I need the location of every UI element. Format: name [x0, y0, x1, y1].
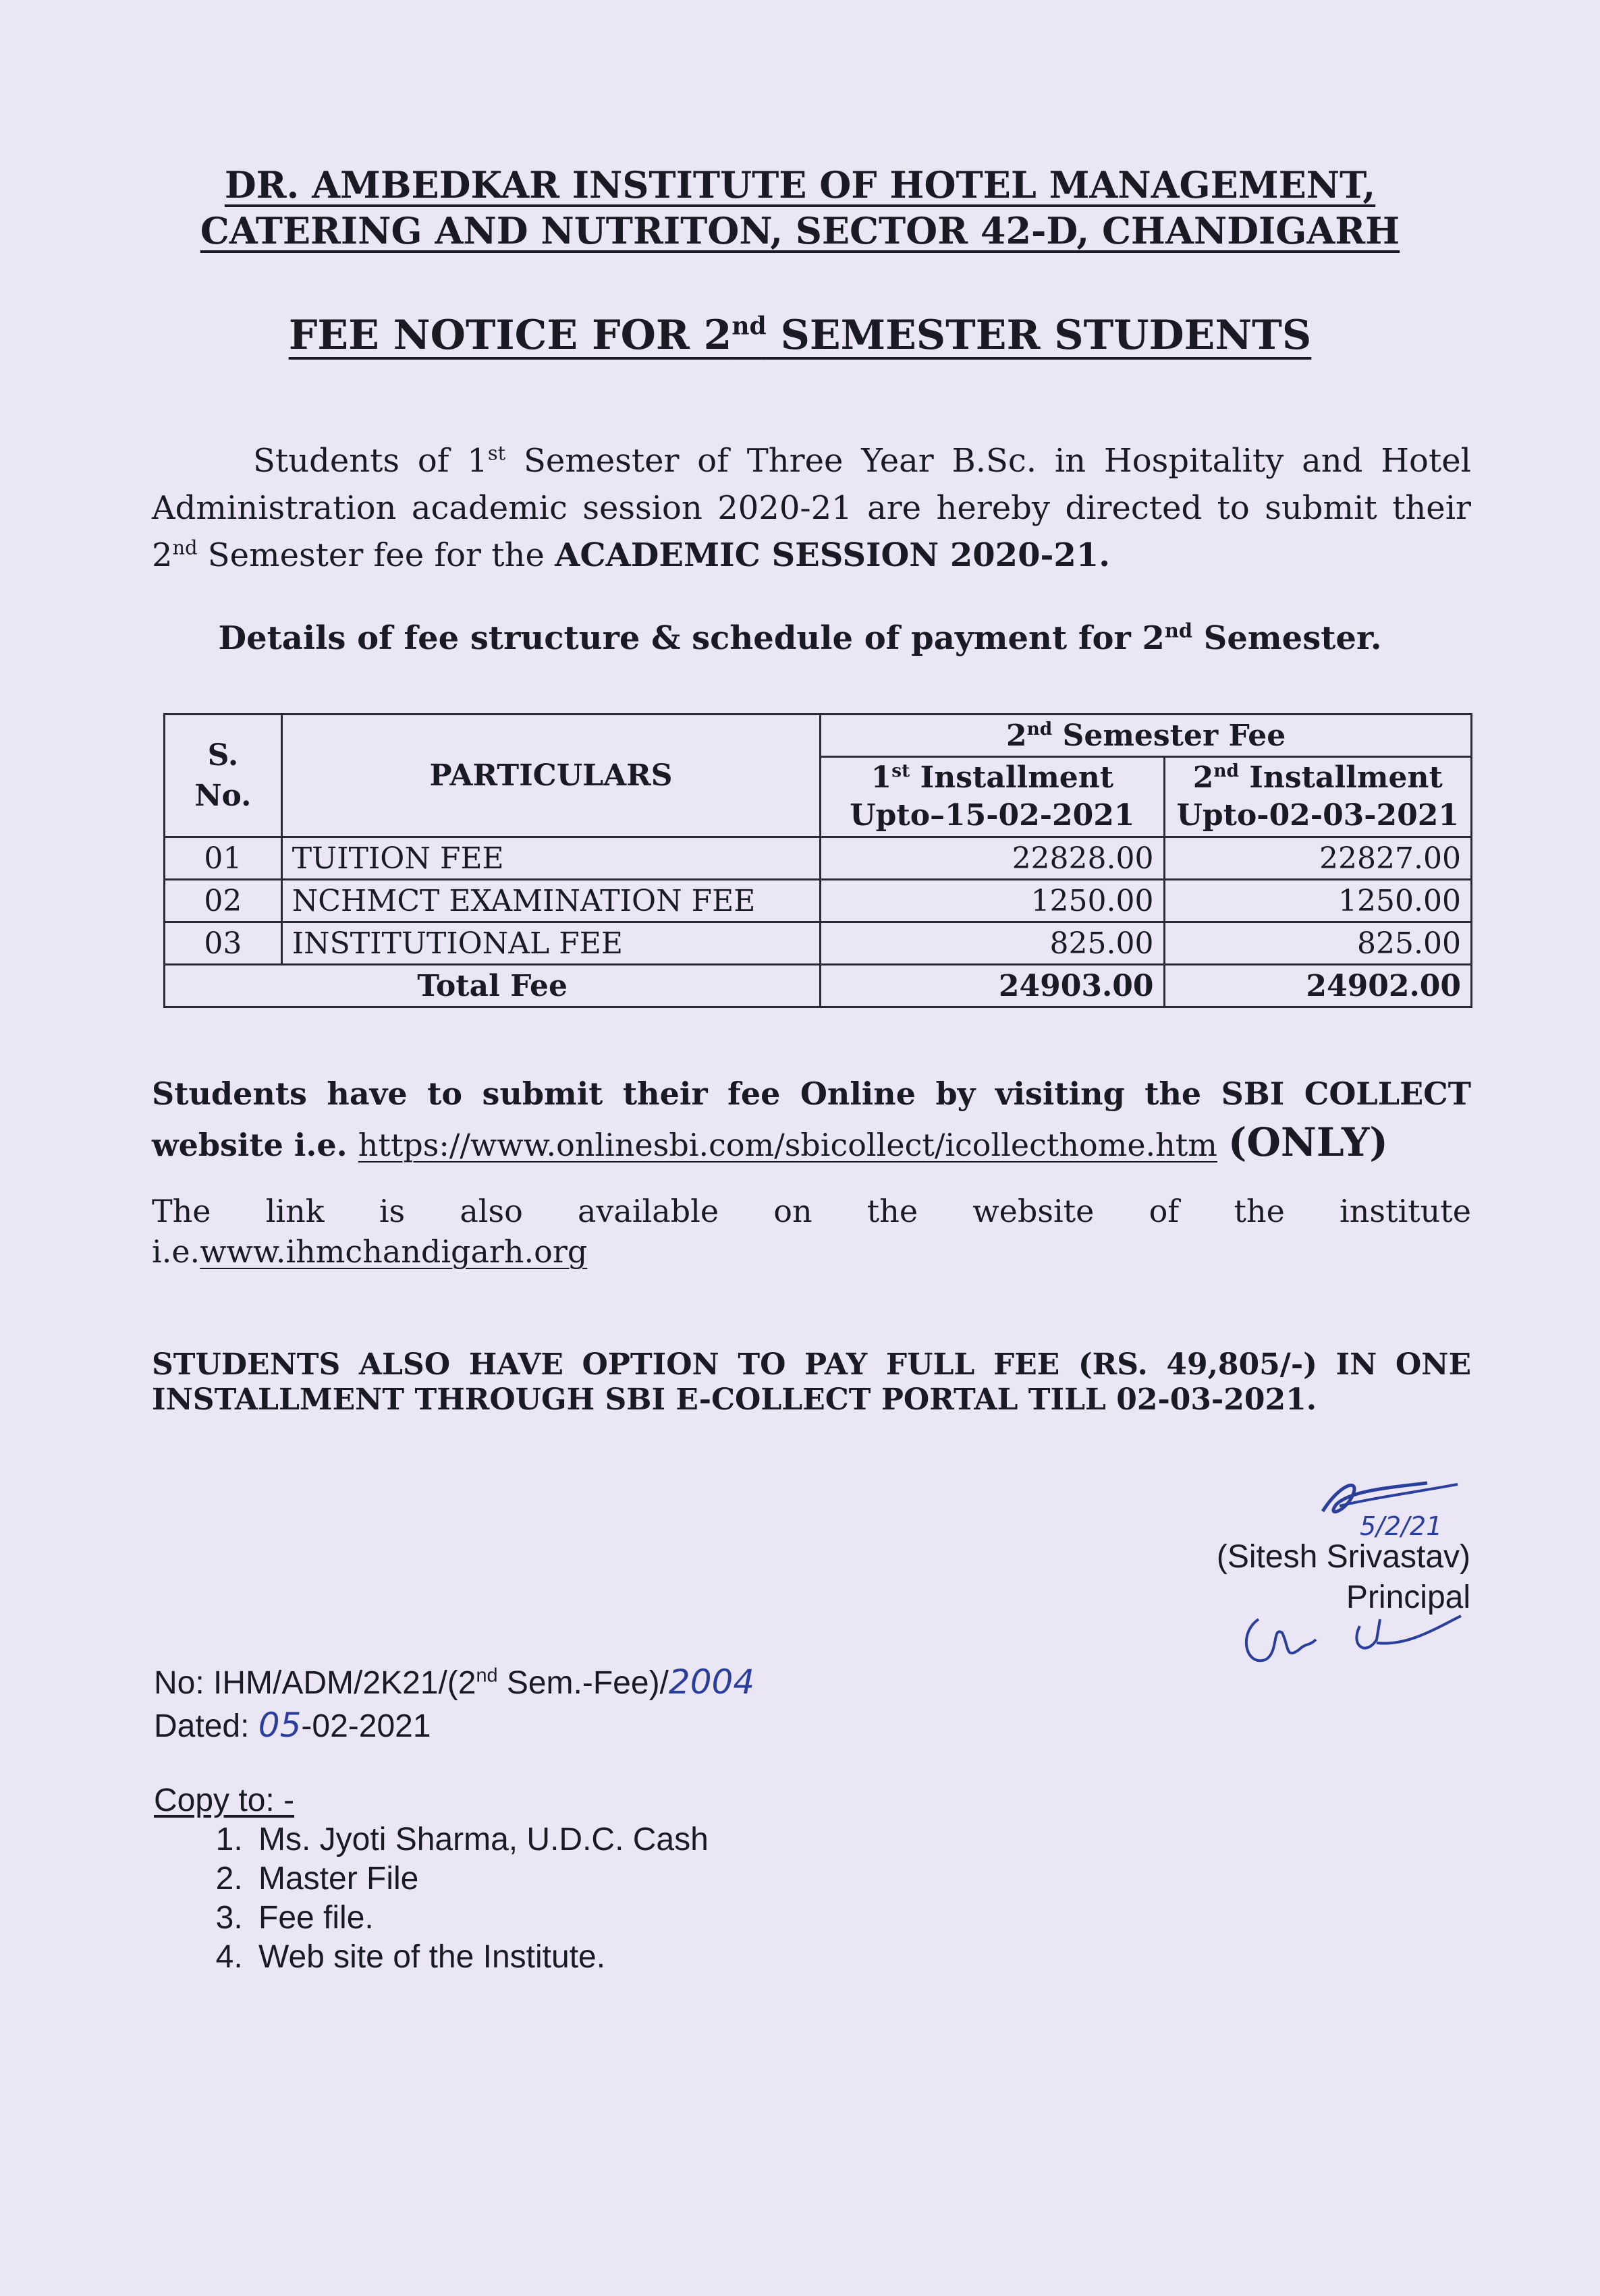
handwritten-day: 05: [258, 1706, 302, 1745]
particular-cell: TUITION FEE: [281, 837, 821, 880]
institute-line-1: DR. AMBEDKAR INSTITUTE OF HOTEL MANAGEMENT,: [224, 163, 1376, 206]
also-line: The link is also available on the website of the institute: [152, 1193, 1471, 1229]
reference-number: No: IHM/ADM/2K21/(2nd Sem.-Fee)/2004: [154, 1662, 755, 1702]
installment-2-cell: 1250.00: [1164, 880, 1471, 922]
signatory-name: (Sitesh Srivastav): [1216, 1539, 1470, 1575]
particulars-header: PARTICULARS: [281, 715, 821, 837]
sbi-collect-link[interactable]: https://www.onlinesbi.com/sbicollect/icollecthome.htm: [358, 1127, 1217, 1163]
signatory-designation: Principal: [1346, 1579, 1470, 1615]
installment-2-header: 2nd Installment Upto-02-03-2021: [1164, 757, 1471, 837]
list-item: 2. Master File: [252, 1859, 709, 1899]
initials-scribble: [1232, 1606, 1474, 1687]
table-row: [165, 922, 1472, 965]
particular-cell: NCHMCT EXAMINATION FEE: [281, 880, 821, 922]
installment-1-cell: 22828.00: [821, 837, 1164, 880]
online-payment-instruction: Students have to submit their fee Online by visiting the SBI COLLECT website i.e. https://www.onlinesbi.com/sbicollect/icollecthome.htm (ONLY): [152, 1075, 1471, 1165]
sno-cell: 03: [165, 922, 282, 965]
particular-cell: INSTITUTIONAL FEE: [281, 922, 821, 965]
installment-2-cell: 825.00: [1164, 922, 1471, 965]
total-installment-2: 24902.00: [1164, 965, 1471, 1007]
notice-title: FEE NOTICE FOR 2nd SEMESTER STUDENTS: [288, 312, 1312, 359]
list-item: 4. Web site of the Institute.: [252, 1938, 709, 1977]
signature-date: 5/2/21: [1360, 1511, 1443, 1538]
copy-to-heading: Copy to: -: [154, 1783, 295, 1818]
list-item: 1. Ms. Jyoti Sharma, U.D.C. Cash: [252, 1820, 709, 1859]
total-installment-1: 24903.00: [821, 965, 1164, 1007]
handwritten-number: 2004: [668, 1662, 755, 1702]
copy-to-block: [154, 1781, 709, 1977]
total-label: Total Fee: [165, 965, 821, 1007]
copy-to-list: [154, 1820, 709, 1977]
list-item: 3. Fee file.: [252, 1899, 709, 1938]
sno-cell: 01: [165, 837, 282, 880]
installment-1-cell: 825.00: [821, 922, 1164, 965]
institute-line-2: CATERING AND NUTRITON, SECTOR 42-D, CHANDIGARH: [200, 209, 1400, 252]
institute-name: [0, 162, 1600, 254]
installment-2-cell: 22827.00: [1164, 837, 1471, 880]
full-fee-option-note: STUDENTS ALSO HAVE OPTION TO PAY FULL FEE (RS. 49,805/-) IN ONE INSTALLMENT THROUGH SBI E-COLLECT PORTAL TILL 02-03-2021.: [152, 1347, 1471, 1417]
reference-block: [154, 1661, 754, 1747]
installment-1-cell: 1250.00: [821, 880, 1164, 922]
institute-website-link[interactable]: www.ihmchandigarh.org: [200, 1233, 588, 1270]
intro-paragraph: Students of 1st Semester of Three Year B.Sc. in Hospitality and Hotel Administration academic session 2020-21 are hereby directed to submit their 2nd Semester fee for the ACADEMIC SESSION 2020-21.: [152, 441, 1471, 574]
fee-structure-table: [163, 713, 1472, 1008]
table-row: [165, 837, 1472, 880]
total-row: [165, 965, 1472, 1007]
institute-website-note: The link is also available on the website of the institute i.e.www.ihmchandigarh.org: [152, 1191, 1471, 1272]
semester-fee-header: 2nd Semester Fee: [821, 715, 1472, 757]
principal-signature: [1313, 1464, 1474, 1538]
fee-details-heading: Details of fee structure & schedule of payment for 2nd Semester.: [218, 619, 1382, 657]
reference-date: Dated: 05-02-2021: [154, 1706, 431, 1745]
table-header-row: [165, 715, 1472, 757]
table-row: [165, 880, 1472, 922]
installment-1-header: 1st Installment Upto–15-02-2021: [821, 757, 1164, 837]
sno-header: S. No.: [165, 715, 282, 837]
sno-cell: 02: [165, 880, 282, 922]
